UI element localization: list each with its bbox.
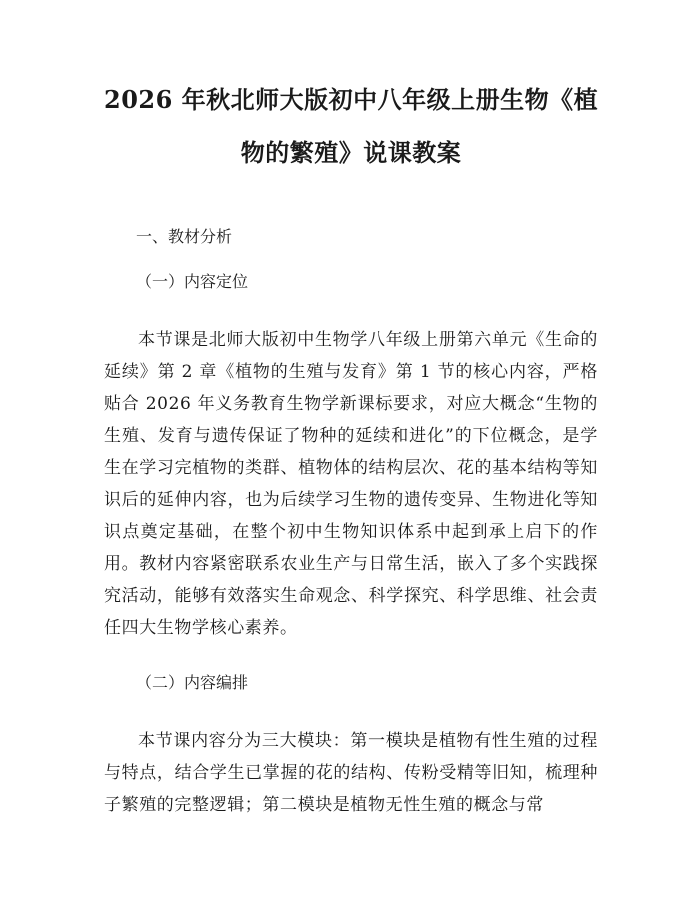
subsection-heading-content-positioning: （一）内容定位 <box>136 272 249 291</box>
subsection-heading-content-arrangement: （二）内容编排 <box>136 673 249 692</box>
paragraph-content-arrangement: 本节课内容分为三大模块：第一模块是植物有性生殖的过程与特点，结合学生已掌握的花的结构、传粉受精等旧知，梳理种子繁殖的完整逻辑；第二模块是植物无性生殖的概念与常 <box>104 731 598 815</box>
paragraph-content-positioning: 本节课是北师大版初中生物学八年级上册第六单元《生命的延续》第 2 章《植物的生殖与发育》第 1 节的核心内容，严格贴合 2026 年义务教育生物学新课标要求，对应大概念“生物的生殖、发育与遗传保证了物种的延续和进化”的下位概念，是学生在学习完植物的类群、植物体的结构层次、花的基本结构等知识后的延伸内容，也为后续学习生物的遗传变异、生物进化等知识点奠定基础，在整个初中生物知识体系中起到承上启下的作用。教材内容紧密联系农业生产与日常生活，嵌入了多个实践探究活动，能够有效落实生命观念、科学探究、科学思维、社会责任四大生物学核心素养。 <box>104 330 598 638</box>
title-line-2: 物的繁殖》说课教案 <box>240 138 462 167</box>
title-line-1: 2026 年秋北师大版初中八年级上册生物《植 <box>104 85 599 114</box>
document-title <box>104 80 598 173</box>
section-heading-textbook-analysis: 一、教材分析 <box>136 227 233 246</box>
